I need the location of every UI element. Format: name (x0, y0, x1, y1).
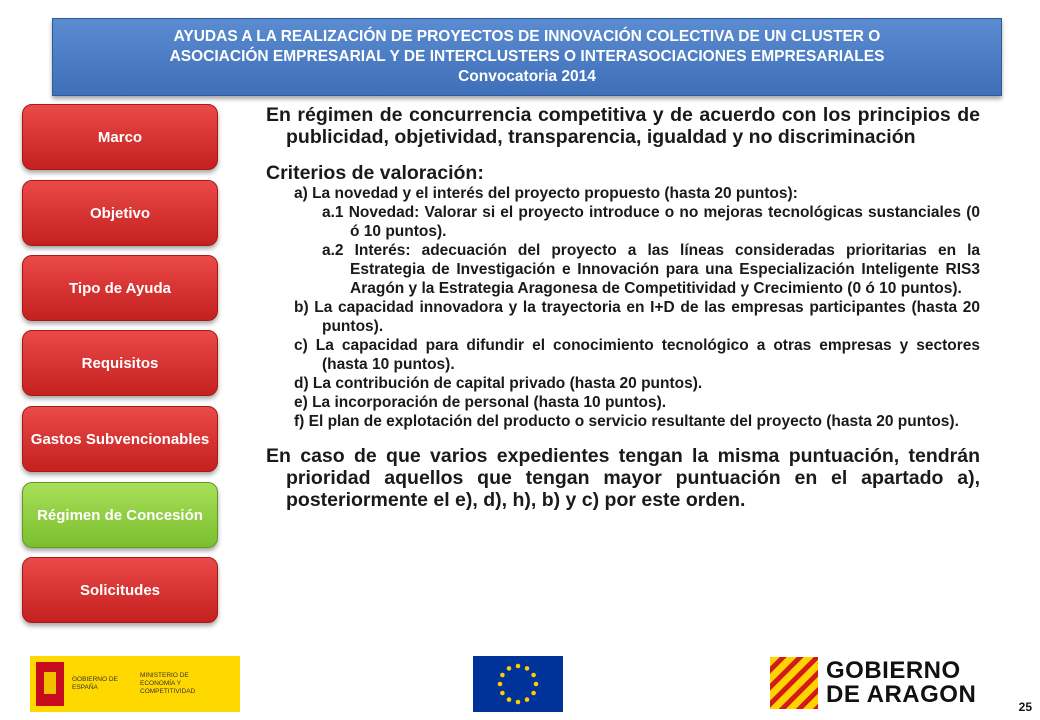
main-content (266, 104, 980, 511)
header-line-2: ASOCIACIÓN EMPRESARIAL Y DE INTERCLUSTERS O INTERASOCIACIONES EMPRESARIALES (169, 48, 885, 65)
nav-tipo-ayuda-button[interactable]: Tipo de Ayuda (22, 255, 218, 321)
spain-government-logo (30, 656, 240, 712)
criteria-d: d) La contribución de capital privado (hasta 20 puntos). (294, 375, 703, 392)
nav-marco-button[interactable]: Marco (22, 104, 218, 170)
criteria-list (294, 184, 980, 431)
nav-objetivo-button[interactable]: Objetivo (22, 180, 218, 246)
nav-requisitos-button[interactable]: Requisitos (22, 330, 218, 396)
criteria-b: b) La capacidad innovadora y la trayectoria en I+D de las empresas participantes (hasta 20 puntos). (294, 299, 980, 335)
aragon-text-line-1: GOBIERNO (826, 657, 961, 684)
criteria-a: a) La novedad y el interés del proyecto propuesto (hasta 20 puntos): (294, 185, 798, 202)
spain-shield-icon (36, 662, 64, 706)
intro-paragraph: En régimen de concurrencia competitiva y de acuerdo con los principios de publicidad, objetividad, transparencia, igualdad y no discriminación (266, 104, 980, 148)
footer-logos (0, 652, 1040, 720)
aragon-flag-icon (770, 657, 818, 709)
spain-gov-text: GOBIERNO DE ESPAÑA (72, 676, 118, 691)
header-line-3: Convocatoria 2014 (458, 68, 596, 85)
nav-regimen-button[interactable]: Régimen de Concesión (22, 482, 218, 548)
header-banner (52, 18, 1002, 96)
spain-ministry-text: MINISTERIO DE ECONOMÍA Y COMPETITIVIDAD (140, 672, 196, 695)
criteria-c: c) La capacidad para difundir el conocimiento tecnológico a otras empresas y sectores (hasta 10 puntos). (294, 337, 980, 373)
criteria-e: e) La incorporación de personal (hasta 10 puntos). (294, 394, 667, 411)
page-number: 25 (1018, 700, 1032, 714)
eu-flag-icon (473, 656, 563, 712)
criteria-f: f) El plan de explotación del producto o servicio resultante del proyecto (hasta 20 puntos). (294, 413, 959, 430)
criteria-a1: a.1 Novedad: Valorar si el proyecto introduce o no mejoras tecnológicas sustanciales (0 ó 10 puntos). (322, 204, 980, 240)
header-line-1: AYUDAS A LA REALIZACIÓN DE PROYECTOS DE INNOVACIÓN COLECTIVA DE UN CLUSTER O (173, 28, 881, 45)
nav-solicitudes-button[interactable]: Solicitudes (22, 557, 218, 623)
criteria-title: Criterios de valoración: (266, 162, 484, 184)
criteria-a2: a.2 Interés: adecuación del proyecto a las líneas consideradas prioritarias en la Estrategia de Investigación e Innovación para una Especialización Inteligente RIS3 Aragón y la Estrategia Aragonesa de Competitividad y Crecimiento (0 ó 10 puntos). (322, 242, 980, 297)
aragon-text-line-2: DE ARAGON (826, 681, 977, 708)
nav-gastos-button[interactable]: Gastos Subvencionables (22, 406, 218, 472)
aragon-government-logo (770, 654, 1002, 712)
tiebreak-paragraph: En caso de que varios expedientes tengan la misma puntuación, tendrán prioridad aquellos que tengan mayor puntuación en el apartado a), posteriormente el e), d), h), b) y c) por este orden. (266, 445, 980, 511)
